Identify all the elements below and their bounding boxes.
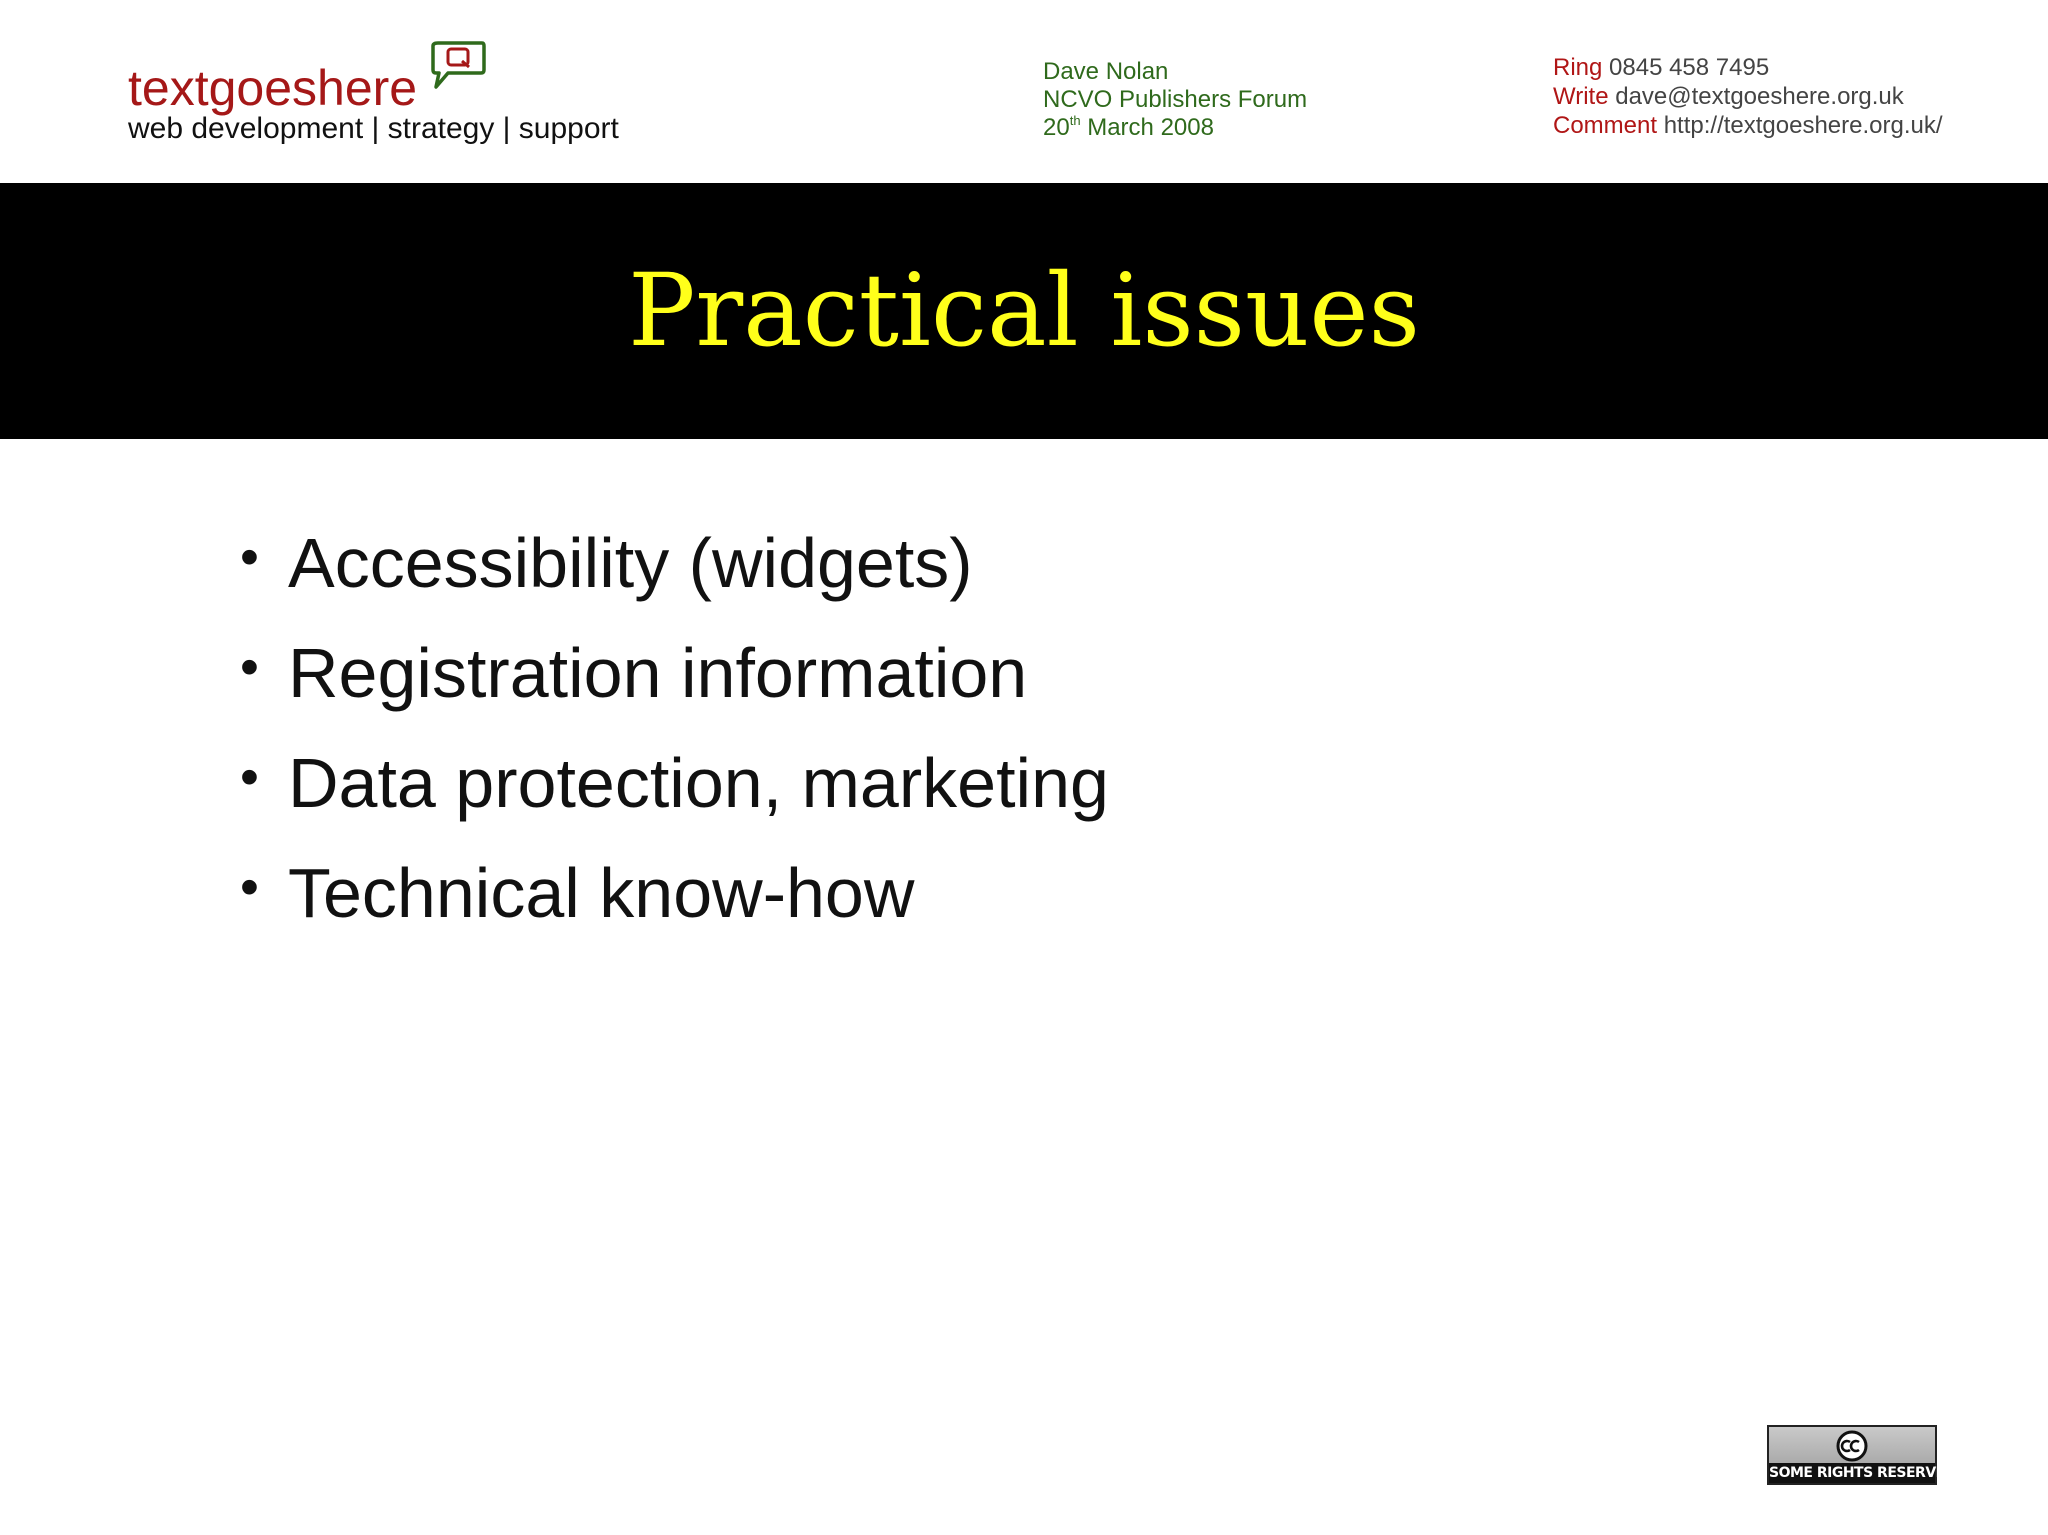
speaker-name: Dave Nolan xyxy=(1043,58,1169,85)
brand-tagline: web development | strategy | support xyxy=(128,112,619,145)
cc-badge-text: SOME RIGHTS RESERVED xyxy=(1769,1465,1956,1481)
slide-title: Practical issues xyxy=(628,252,1420,369)
event-info xyxy=(1043,58,1307,142)
bullet-item: • Accessibility (widgets) xyxy=(240,508,1109,618)
creative-commons-icon xyxy=(1835,1430,1869,1462)
event-date: 20th March 2008 xyxy=(1043,113,1214,141)
bullet-item: • Data protection, marketing xyxy=(240,728,1109,838)
bullet-list xyxy=(240,508,1109,948)
bullet-item: • Technical know-how xyxy=(240,838,1109,948)
contact-info xyxy=(1553,53,1943,140)
contact-comment: Comment http://textgoeshere.org.uk/ xyxy=(1553,112,1943,139)
forum-name: NCVO Publishers Forum xyxy=(1043,86,1308,113)
bullet-item: • Registration information xyxy=(240,618,1109,728)
contact-ring: Ring 0845 458 7495 xyxy=(1553,54,1770,81)
cc-license-badge[interactable] xyxy=(1767,1425,1956,1485)
speech-bubble-icon xyxy=(430,40,486,92)
brand-name: textgoeshere xyxy=(128,60,418,116)
title-band xyxy=(0,183,2048,439)
brand xyxy=(128,40,688,150)
contact-write: Write dave@textgoeshere.org.uk xyxy=(1553,83,1904,110)
